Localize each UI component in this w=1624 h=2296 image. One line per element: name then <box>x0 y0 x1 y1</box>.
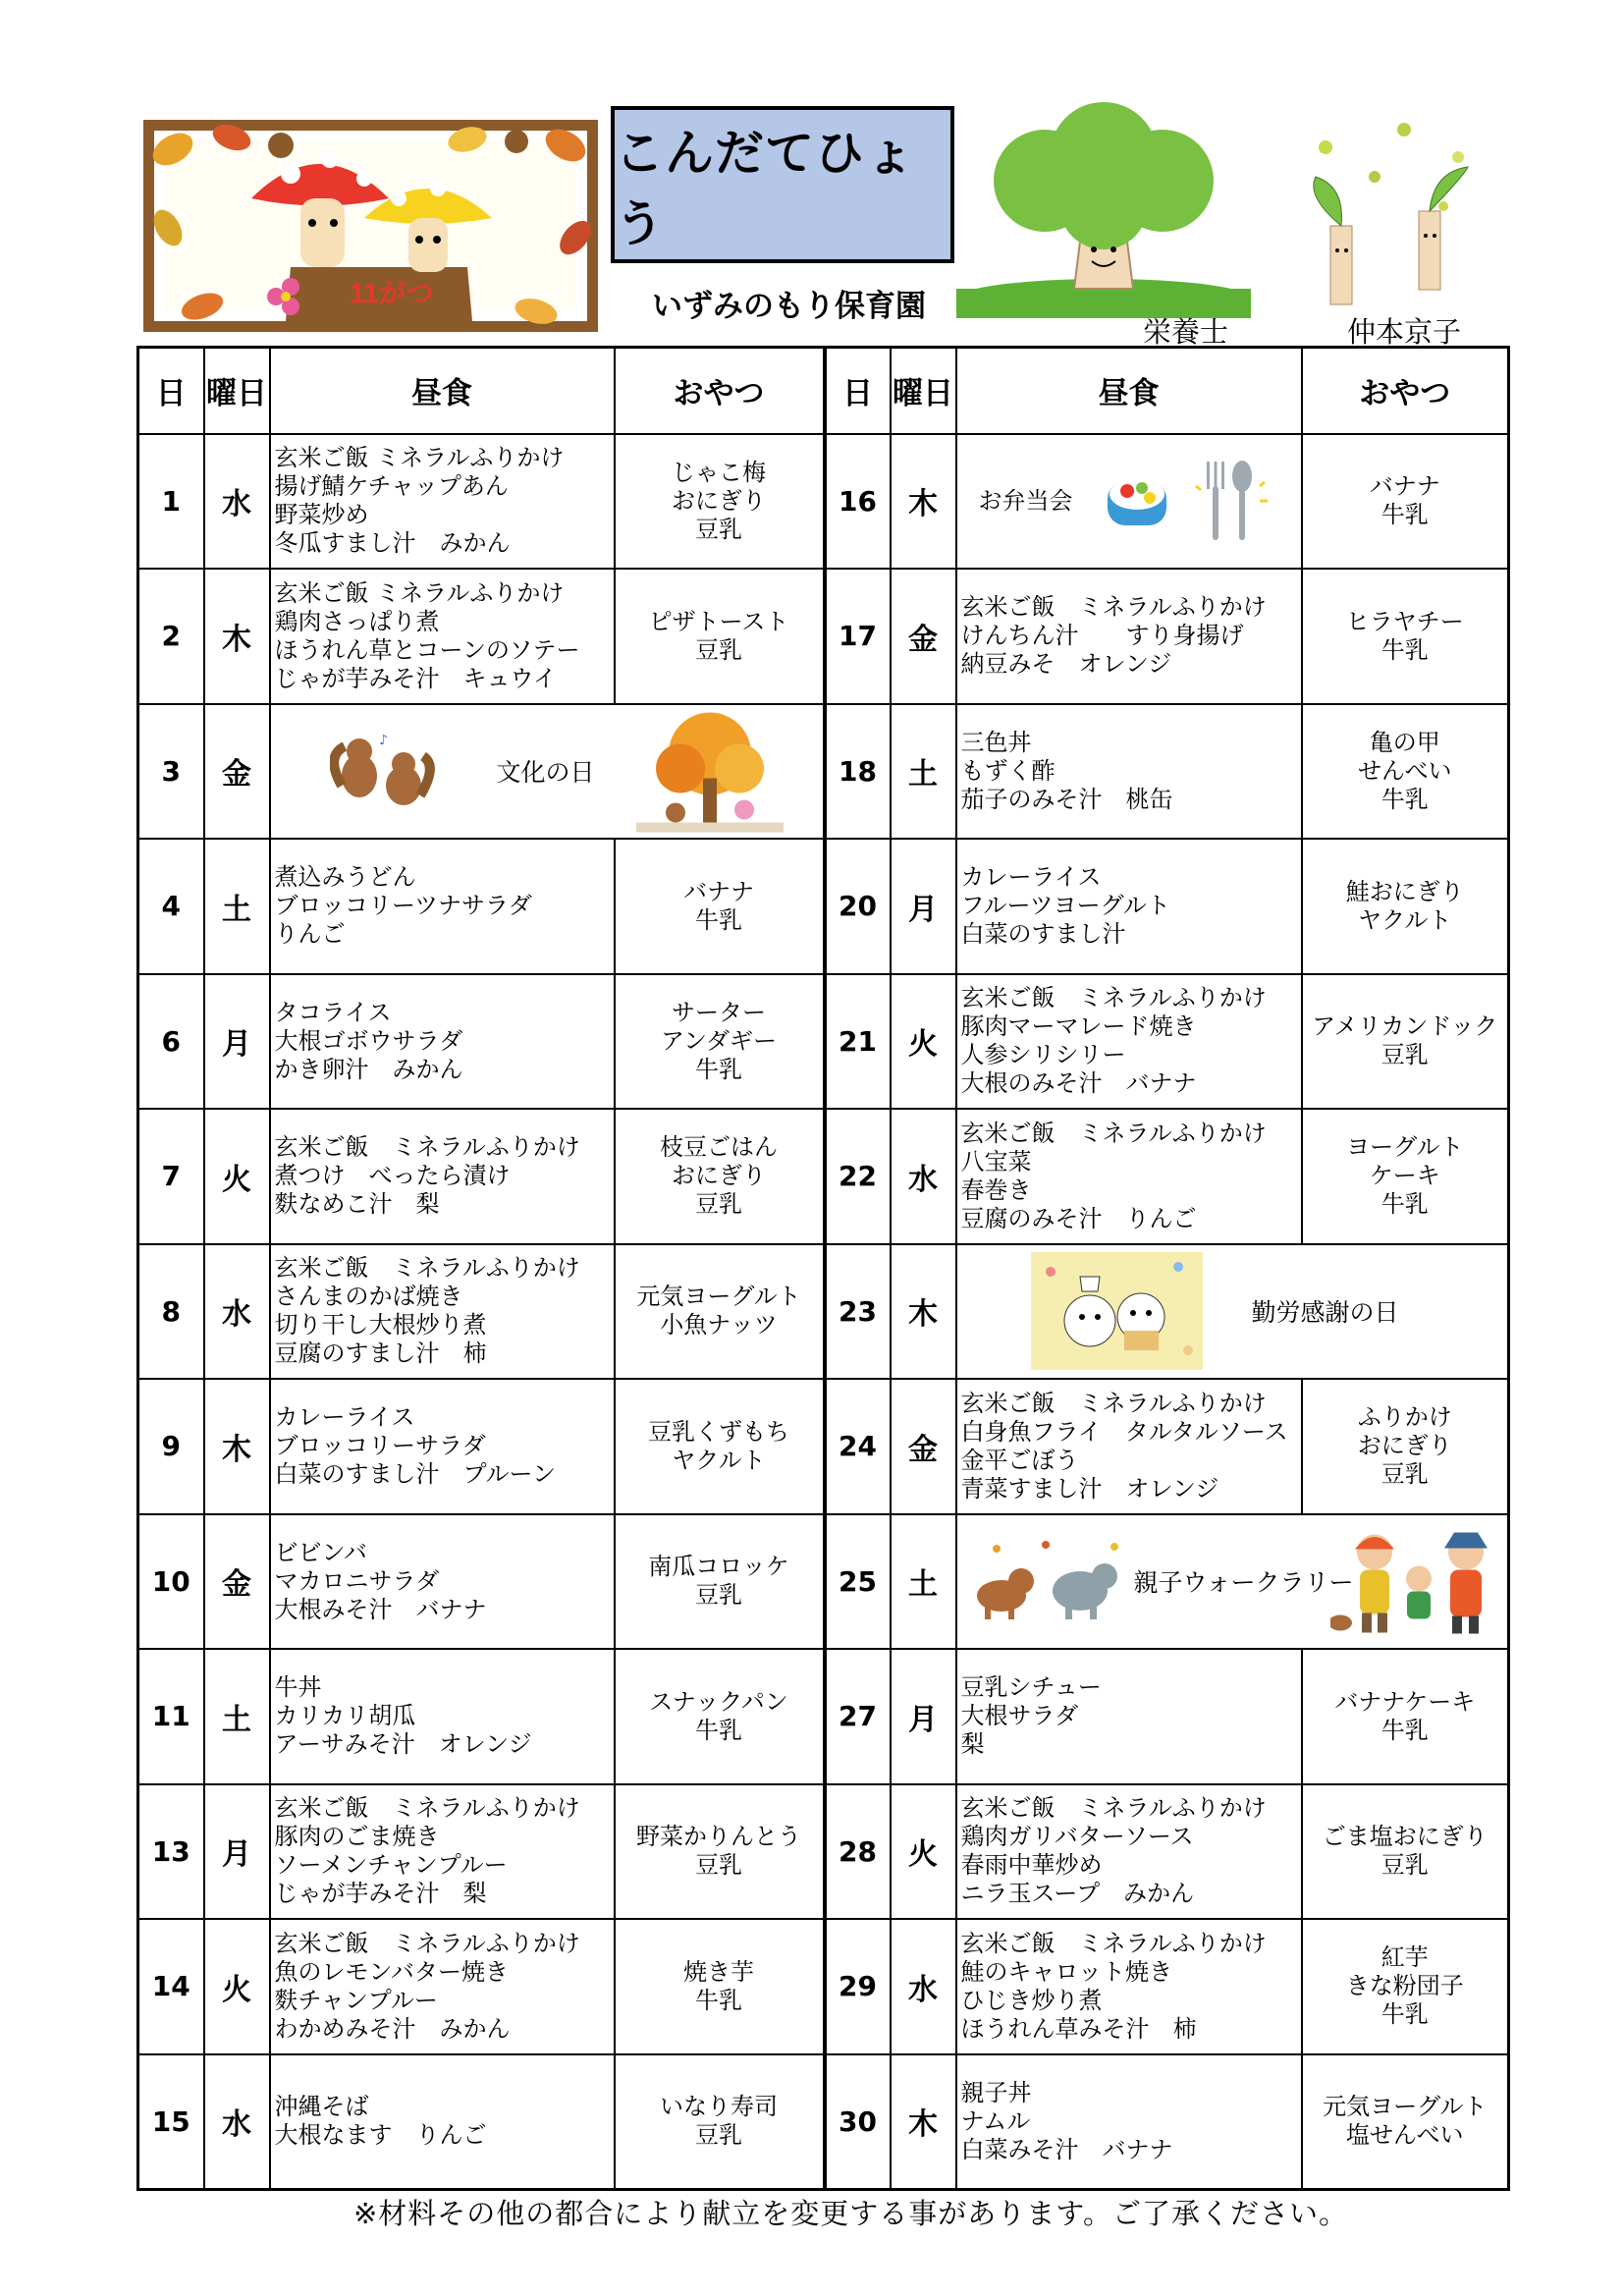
lunch-item: 玄米ご飯 ミネラルふりかけ <box>274 1254 580 1283</box>
lunch-item: 玄米ご飯 ミネラルふりかけ <box>960 1929 1267 1957</box>
snack-item: 亀の甲 <box>1369 728 1440 756</box>
nutritionist-name: 仲本京子 <box>1347 315 1462 349</box>
lunch-item: 玄米ご飯 ミネラルふりかけ <box>274 578 565 607</box>
snack-cell <box>615 1784 825 1920</box>
snack-cell <box>615 974 825 1110</box>
lunch-cell <box>956 704 1302 840</box>
snack-item: スナックパン <box>649 1687 788 1716</box>
snack-item: じゃこ梅 <box>672 458 766 486</box>
day-cell: 27 <box>825 1649 891 1784</box>
snack-cell <box>615 1514 825 1650</box>
lunch-item: 切り干し大根炒り煮 <box>274 1311 487 1339</box>
snack-cell <box>1302 704 1509 840</box>
snack-cell <box>1302 974 1509 1110</box>
lunch-item: 三色丼 <box>960 728 1032 756</box>
lunch-item: 麩チャンプルー <box>274 1986 438 2014</box>
day-cell: 9 <box>138 1379 204 1514</box>
weekday-cell: 水 <box>204 434 270 570</box>
lunch-item: ブロッコリーサラダ <box>274 1432 486 1460</box>
snack-item: 枝豆ごはん <box>660 1133 778 1162</box>
lunch-item: 金平ごぼう <box>960 1446 1079 1474</box>
lunch-item: タコライス <box>274 998 392 1026</box>
snack-item: アンダギー <box>660 1026 778 1055</box>
snack-item: 豆乳 <box>1380 1460 1429 1489</box>
weekday-cell: 土 <box>204 1649 270 1784</box>
svg-text:11がつ: 11がつ <box>350 278 434 308</box>
day-cell: 15 <box>138 2054 204 2190</box>
table-row <box>138 1649 1509 1784</box>
lunch-cell <box>956 1919 1302 2054</box>
snack-cell <box>1302 1649 1509 1784</box>
event-cell <box>270 704 825 840</box>
fork-spoon-icon <box>1191 457 1270 545</box>
table-row <box>138 569 1509 704</box>
lunch-cell <box>270 569 615 704</box>
lunch-cell <box>956 569 1302 704</box>
weekday-cell: 木 <box>891 1244 956 1380</box>
lunch-cell <box>270 1649 615 1784</box>
weekday-cell: 水 <box>891 1109 956 1244</box>
lunch-item: 梨 <box>960 1730 985 1759</box>
weekday-cell: 木 <box>891 434 956 570</box>
weekday-cell: 金 <box>891 569 956 704</box>
table-row <box>138 974 1509 1110</box>
day-cell: 20 <box>825 839 891 974</box>
bento-box-icon <box>1103 466 1171 535</box>
snack-item: 元気ヨーグルト <box>636 1283 801 1311</box>
lunch-item: さんまのかば焼き <box>274 1283 463 1311</box>
lunch-item: 玄米ご飯 ミネラルふりかけ <box>960 1119 1267 1147</box>
lunch-cell <box>956 2054 1302 2190</box>
event-cell <box>956 1514 1509 1650</box>
day-cell: 23 <box>825 1244 891 1380</box>
title-box <box>611 106 954 263</box>
lunch-item: 茄子のみそ汁 桃缶 <box>960 785 1173 813</box>
snack-item: 牛乳 <box>1380 785 1429 813</box>
lunch-item: 豆腐のみそ汁 りんご <box>960 1204 1197 1232</box>
lunch-item: 大根なます りんご <box>274 2121 487 2149</box>
snack-cell <box>615 2054 825 2190</box>
snack-item: 牛乳 <box>1380 2000 1429 2029</box>
lunch-cell <box>270 839 615 974</box>
lunch-cell <box>956 434 1302 570</box>
day-cell: 7 <box>138 1109 204 1244</box>
snack-item: 牛乳 <box>1380 1716 1429 1744</box>
snack-cell <box>1302 1919 1509 2054</box>
lunch-item: 冬瓜すまし汁 みかん <box>274 529 511 558</box>
snack-item: 小魚ナッツ <box>660 1311 778 1339</box>
snack-item: 豆乳 <box>695 515 742 543</box>
weekday-cell: 土 <box>204 839 270 974</box>
bento-label: お弁当会 <box>978 486 1073 515</box>
weekday-cell: 月 <box>891 1649 956 1784</box>
snack-cell <box>1302 1379 1509 1514</box>
table-row <box>138 839 1509 974</box>
table-row <box>138 1379 1509 1514</box>
event-illustration-icon <box>636 710 784 833</box>
lunch-item: 豚肉マーマレード焼き <box>960 1012 1197 1041</box>
header-weekday: 曜日 <box>891 348 956 434</box>
header-day: 日 <box>825 348 891 434</box>
lunch-item: ソーメンチャンプルー <box>274 1851 508 1880</box>
event-cell <box>956 1244 1509 1380</box>
table-row <box>138 1514 1509 1650</box>
day-cell: 10 <box>138 1514 204 1650</box>
lunch-item: カレーライス <box>960 863 1102 892</box>
lunch-item: 人参シリシリー <box>960 1041 1126 1069</box>
snack-cell <box>1302 569 1509 704</box>
lunch-cell <box>270 1784 615 1920</box>
weekday-cell: 火 <box>204 1109 270 1244</box>
weekday-cell: 木 <box>204 569 270 704</box>
lunch-item: カレーライス <box>274 1403 415 1432</box>
weekday-cell: 火 <box>891 974 956 1110</box>
lunch-item: わかめみそ汁 みかん <box>274 2014 511 2043</box>
snack-cell <box>615 1379 825 1514</box>
fork-spoon-icon <box>1191 457 1270 545</box>
snack-item: 豆乳 <box>695 635 742 664</box>
lunch-item: 納豆みそ オレンジ <box>960 650 1172 679</box>
day-cell: 24 <box>825 1379 891 1514</box>
footnote: ※材料その他の都合により献立を変更する事があります。ご了承ください。 <box>353 2197 1348 2230</box>
weekday-cell: 月 <box>204 974 270 1110</box>
lunch-item: 玄米ご飯 ミネラルふりかけ <box>960 1794 1267 1823</box>
snack-item: ヒラヤチー <box>1345 607 1464 635</box>
lunch-item: 大根のみそ汁 バナナ <box>960 1069 1197 1098</box>
snack-cell <box>1302 1109 1509 1244</box>
lunch-item: ほうれん草みそ汁 柿 <box>960 2014 1197 2043</box>
snack-cell <box>615 1109 825 1244</box>
lunch-cell <box>270 1514 615 1650</box>
day-cell: 11 <box>138 1649 204 1784</box>
header-lunch: 昼食 <box>956 348 1302 434</box>
snack-item: 塩せんべい <box>1345 2121 1464 2149</box>
snack-item: バナナ <box>683 877 754 905</box>
day-cell: 21 <box>825 974 891 1110</box>
snack-item: 焼き芋 <box>683 1957 754 1986</box>
snack-item: ピザトースト <box>648 607 789 635</box>
table-row <box>138 2054 1509 2190</box>
snack-cell <box>1302 1784 1509 1920</box>
weekday-cell: 水 <box>204 2054 270 2190</box>
lunch-item: 白菜のすまし汁 プルーン <box>274 1460 557 1489</box>
snack-item: おにぎり <box>672 1162 766 1190</box>
lunch-cell <box>270 1109 615 1244</box>
snack-item: ヤクルト <box>1358 905 1452 934</box>
weekday-cell: 水 <box>891 1919 956 2054</box>
header-lunch: 昼食 <box>270 348 615 434</box>
nutritionist-label: 栄養士 <box>1143 315 1229 349</box>
snack-item: バナナケーキ <box>1334 1687 1476 1716</box>
snack-cell <box>1302 2054 1509 2190</box>
lunch-item: 大根サラダ <box>960 1702 1079 1730</box>
weekday-cell: 金 <box>891 1379 956 1514</box>
lunch-item: 玄米ご飯 ミネラルふりかけ <box>274 444 565 472</box>
snack-cell <box>1302 839 1509 974</box>
lunch-cell <box>270 2054 615 2190</box>
lunch-cell <box>956 1109 1302 1244</box>
event-label: 親子ウォークラリー <box>1133 1568 1354 1598</box>
snack-item: ヨーグルト <box>1346 1133 1464 1162</box>
table-header-row <box>138 348 1509 434</box>
lunch-item: かき卵汁 みかん <box>274 1055 463 1083</box>
snack-item: 牛乳 <box>1380 501 1429 529</box>
snack-cell <box>615 569 825 704</box>
snack-item: ごま塩おにぎり <box>1322 1823 1488 1851</box>
snack-item: おにぎり <box>672 486 766 515</box>
lunch-item: フルーツヨーグルト <box>960 892 1170 920</box>
smiling-tree-icon <box>956 102 1251 318</box>
snack-item: 豆乳 <box>695 1851 742 1880</box>
lunch-item: 豆腐のすまし汁 柿 <box>274 1339 487 1368</box>
lunch-item: もずく酢 <box>960 756 1056 785</box>
lunch-item: 白菜のすまし汁 <box>960 920 1126 949</box>
sprout-characters-icon <box>1286 118 1492 309</box>
menu-table <box>136 346 1510 2191</box>
lunch-item: 魚のレモンバター焼き <box>274 1957 509 1986</box>
snack-cell <box>615 434 825 570</box>
day-cell: 17 <box>825 569 891 704</box>
lunch-item: 玄米ご飯 ミネラルふりかけ <box>274 1133 580 1162</box>
weekday-cell: 土 <box>891 704 956 840</box>
event-label: 文化の日 <box>496 758 595 788</box>
lunch-item: 鶏肉ガリバターソース <box>960 1823 1194 1851</box>
lunch-cell <box>270 1244 615 1380</box>
weekday-cell: 月 <box>204 1784 270 1920</box>
lunch-item: 白菜みそ汁 バナナ <box>960 2135 1173 2163</box>
snack-cell <box>615 1649 825 1784</box>
snack-item: 豆乳 <box>1380 1851 1429 1880</box>
day-cell: 28 <box>825 1784 891 1920</box>
lunch-item: 揚げ鯖ケチャップあん <box>274 472 509 501</box>
header-snack: おやつ <box>615 348 825 434</box>
lunch-item: 親子丼 <box>960 2078 1032 2106</box>
lunch-item: けんちん汁 すり身揚げ <box>960 622 1244 650</box>
weekday-cell: 金 <box>204 1514 270 1650</box>
snack-item: いなり寿司 <box>660 2093 778 2120</box>
snack-item: 元気ヨーグルト <box>1323 2093 1488 2120</box>
event-illustration-icon <box>967 1537 1124 1625</box>
lunch-item: 牛丼 <box>274 1673 322 1702</box>
weekday-cell: 火 <box>891 1784 956 1920</box>
day-cell: 2 <box>138 569 204 704</box>
snack-item: 鮭おにぎり <box>1345 877 1464 905</box>
table-row <box>138 434 1509 570</box>
weekday-cell: 金 <box>204 704 270 840</box>
weekday-cell: 土 <box>891 1514 956 1650</box>
lunch-item: 豚肉のごま焼き <box>274 1823 440 1851</box>
lunch-item: りんご <box>274 920 346 949</box>
header-snack: おやつ <box>1302 348 1509 434</box>
lunch-cell <box>956 839 1302 974</box>
day-cell: 3 <box>138 704 204 840</box>
lunch-cell <box>270 434 615 570</box>
svg-text:♪: ♪ <box>378 733 388 749</box>
snack-item: 豆乳 <box>695 2121 742 2149</box>
lunch-item: じゃが芋みそ汁 キュウイ <box>274 664 557 692</box>
lunch-item: ひじき炒り煮 <box>960 1986 1103 2014</box>
event-label: 勤労感謝の日 <box>1251 1298 1399 1328</box>
day-cell: 18 <box>825 704 891 840</box>
snack-cell <box>615 1244 825 1380</box>
snack-item: 牛乳 <box>695 1986 742 2014</box>
day-cell: 8 <box>138 1244 204 1380</box>
lunch-item: 玄米ご飯 ミネラルふりかけ <box>274 1929 580 1957</box>
day-cell: 22 <box>825 1109 891 1244</box>
snack-item: 牛乳 <box>695 905 742 934</box>
snack-item: アメリカンドック <box>1312 1012 1498 1041</box>
table-row <box>138 1244 1509 1380</box>
day-cell: 29 <box>825 1919 891 2054</box>
snack-item: ヤクルト <box>672 1446 766 1474</box>
lunch-item: 青菜すまし汁 オレンジ <box>960 1474 1219 1503</box>
header-weekday: 曜日 <box>204 348 270 434</box>
snack-item: おにぎり <box>1357 1432 1452 1460</box>
snack-item: 豆乳 <box>1380 1041 1429 1069</box>
lunch-item: 玄米ご飯 ミネラルふりかけ <box>960 1389 1267 1417</box>
school-name: いずみのもり保育園 <box>652 289 926 324</box>
snack-cell <box>615 839 825 974</box>
lunch-item: アーサみそ汁 オレンジ <box>274 1730 532 1759</box>
snack-item: 牛乳 <box>695 1055 742 1083</box>
event-illustration-icon <box>330 727 438 815</box>
event-illustration-icon <box>1031 1252 1203 1370</box>
snack-item: 牛乳 <box>1380 1190 1429 1219</box>
snack-cell <box>615 1919 825 2054</box>
snack-item: せんべい <box>1357 756 1452 785</box>
weekday-cell: 火 <box>204 1919 270 2054</box>
lunch-cell <box>956 1379 1302 1514</box>
lunch-item: 大根みそ汁 バナナ <box>274 1595 487 1623</box>
lunch-item: 豆乳シチュー <box>960 1673 1102 1702</box>
header-day: 日 <box>138 348 204 434</box>
lunch-item: 春巻き <box>960 1175 1032 1204</box>
snack-item: 紅芋 <box>1380 1943 1429 1972</box>
snack-item: ふりかけ <box>1357 1403 1452 1432</box>
weekday-cell: 水 <box>204 1244 270 1380</box>
bento-box-icon <box>1103 466 1171 535</box>
lunch-item: 麩なめこ汁 梨 <box>274 1190 440 1219</box>
lunch-item: ニラ玉スープ みかん <box>960 1880 1195 1908</box>
lunch-item: 大根ゴボウサラダ <box>274 1026 463 1055</box>
day-cell: 16 <box>825 434 891 570</box>
table-row <box>138 1109 1509 1244</box>
snack-item: 南瓜コロッケ <box>648 1553 789 1581</box>
lunch-item: 沖縄そば <box>274 2093 369 2120</box>
lunch-cell <box>956 1649 1302 1784</box>
lunch-item: 鶏肉さっぱり煮 <box>274 607 440 635</box>
snack-cell <box>1302 434 1509 570</box>
lunch-cell <box>270 1379 615 1514</box>
lunch-item: 白身魚フライ タルタルソース <box>960 1417 1288 1446</box>
day-cell: 4 <box>138 839 204 974</box>
lunch-item: 玄米ご飯 ミネラルふりかけ <box>960 984 1267 1012</box>
lunch-item: 春雨中華炒め <box>960 1851 1103 1880</box>
day-cell: 14 <box>138 1919 204 2054</box>
weekday-cell: 月 <box>891 839 956 974</box>
lunch-item: 玄米ご飯 ミネラルふりかけ <box>274 1794 580 1823</box>
lunch-cell <box>956 974 1302 1110</box>
snack-item: 豆乳 <box>695 1190 742 1219</box>
lunch-item: 野菜炒め <box>274 501 369 529</box>
lunch-item: 煮込みうどん <box>274 863 416 892</box>
lunch-item: 八宝菜 <box>960 1147 1032 1175</box>
page-title: こんだてひょう <box>615 125 915 252</box>
snack-item: ケーキ <box>1369 1162 1440 1190</box>
snack-item: 野菜かりんとう <box>636 1823 801 1851</box>
snack-item: 牛乳 <box>695 1716 742 1744</box>
lunch-item: じゃが芋みそ汁 梨 <box>274 1880 487 1908</box>
lunch-item: マカロニサラダ <box>274 1566 440 1595</box>
day-cell: 1 <box>138 434 204 570</box>
day-cell: 13 <box>138 1784 204 1920</box>
lunch-item: ブロッコリーツナサラダ <box>274 892 532 920</box>
snack-item: バナナ <box>1369 472 1440 501</box>
snack-item: 豆乳 <box>695 1581 742 1610</box>
table-row <box>138 1784 1509 1920</box>
lunch-item: ナムル <box>960 2106 1031 2135</box>
lunch-item: 煮つけ べったら漬け <box>274 1162 511 1190</box>
lunch-cell <box>270 974 615 1110</box>
snack-item: 牛乳 <box>1380 635 1429 664</box>
autumn-mushroom-frame <box>143 120 598 332</box>
day-cell: 30 <box>825 2054 891 2190</box>
snack-item: サーター <box>672 998 766 1026</box>
table-row <box>138 704 1509 840</box>
snack-item: 豆乳くずもち <box>648 1417 789 1446</box>
lunch-cell <box>270 1919 615 2054</box>
lunch-item: カリカリ胡瓜 <box>274 1702 416 1730</box>
lunch-item: 鮭のキャロット焼き <box>960 1957 1173 1986</box>
snack-item: きな粉団子 <box>1345 1972 1464 2000</box>
weekday-cell: 木 <box>204 1379 270 1514</box>
day-cell: 25 <box>825 1514 891 1650</box>
event-illustration-icon <box>1330 1525 1497 1638</box>
lunch-item: ほうれん草とコーンのソテー <box>274 635 580 664</box>
table-row <box>138 1919 1509 2054</box>
mushroom-illustration-icon <box>143 120 598 332</box>
lunch-item: ビビンバ <box>274 1538 367 1566</box>
lunch-item: 玄米ご飯 ミネラルふりかけ <box>960 593 1267 622</box>
day-cell: 6 <box>138 974 204 1110</box>
lunch-cell <box>956 1784 1302 1920</box>
weekday-cell: 木 <box>891 2054 956 2190</box>
